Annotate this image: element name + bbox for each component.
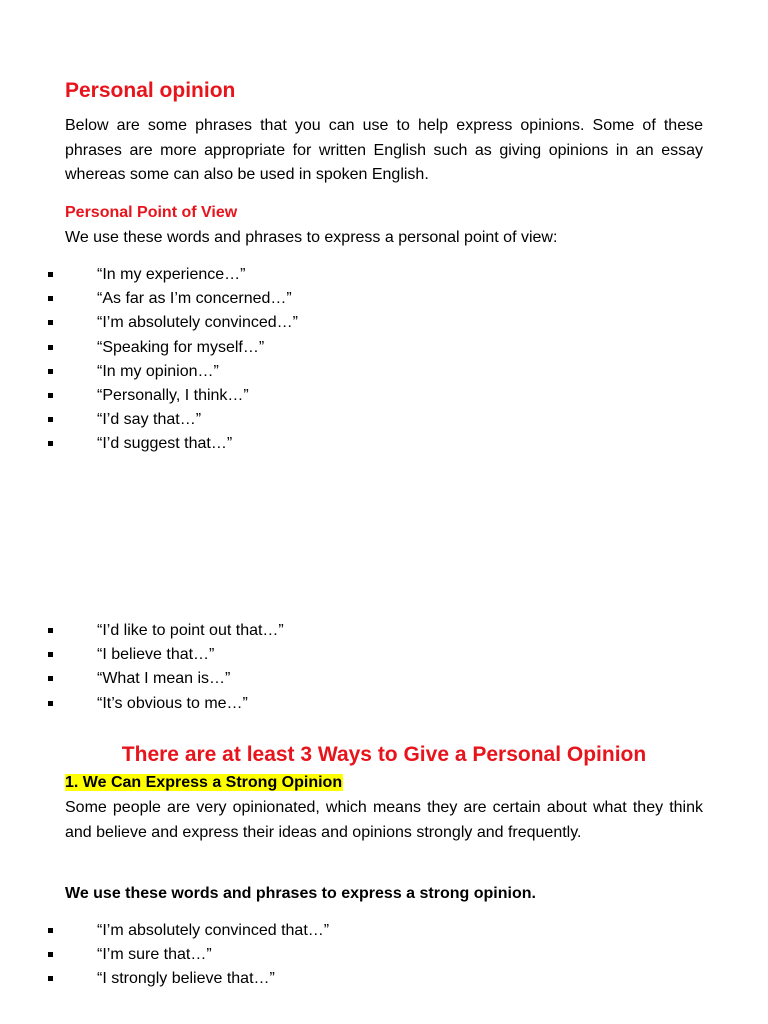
list-item: “I believe that…” bbox=[0, 643, 768, 667]
intro-paragraph: Below are some phrases that you can use to help express opinions. Some of these phrases are more appropriate for written English such as giving opinions in an essay whereas some can also be used in spoken English. bbox=[65, 117, 703, 183]
highlighted-subheading: 1. We Can Express a Strong Opinion bbox=[65, 774, 343, 791]
square-bullet-icon bbox=[48, 441, 53, 446]
list-item: “I strongly believe that…” bbox=[0, 967, 768, 991]
list-item: “It’s obvious to me…” bbox=[0, 692, 768, 716]
list-item: “I’d like to point out that…” bbox=[0, 619, 768, 643]
square-bullet-icon bbox=[48, 676, 53, 681]
section-lead-text: We use these words and phrases to express a personal point of view: bbox=[65, 229, 558, 246]
square-bullet-icon bbox=[48, 296, 53, 301]
phrase-list-personal bbox=[0, 263, 768, 457]
list-item: “I’m absolutely convinced…” bbox=[0, 311, 768, 335]
section-heading-personal-point-of-view: Personal Point of View bbox=[65, 204, 238, 221]
list-item: “I’d say that…” bbox=[0, 408, 768, 432]
list-item: “I’m sure that…” bbox=[0, 943, 768, 967]
list-item: “What I mean is…” bbox=[0, 667, 768, 691]
square-bullet-icon bbox=[48, 320, 53, 325]
square-bullet-icon bbox=[48, 369, 53, 374]
list-item: “In my experience…” bbox=[0, 263, 768, 287]
square-bullet-icon bbox=[48, 701, 53, 706]
square-bullet-icon bbox=[48, 345, 53, 350]
strong-opinion-lead: We use these words and phrases to express a strong opinion. bbox=[65, 885, 536, 902]
square-bullet-icon bbox=[48, 952, 53, 957]
page-heading: Personal opinion bbox=[65, 79, 236, 102]
square-bullet-icon bbox=[48, 628, 53, 633]
phrase-list-personal-continued bbox=[0, 619, 768, 716]
square-bullet-icon bbox=[48, 976, 53, 981]
subsection-heading-strong-opinion bbox=[65, 772, 343, 793]
list-item: “Personally, I think…” bbox=[0, 384, 768, 408]
square-bullet-icon bbox=[48, 652, 53, 657]
list-item: “Speaking for myself…” bbox=[0, 336, 768, 360]
list-item: “I’d suggest that…” bbox=[0, 432, 768, 456]
square-bullet-icon bbox=[48, 272, 53, 277]
phrase-list-strong bbox=[0, 919, 768, 992]
list-item: “As far as I’m concerned…” bbox=[0, 287, 768, 311]
square-bullet-icon bbox=[48, 393, 53, 398]
strong-opinion-paragraph: Some people are very opinionated, which means they are certain about what they think and believe and express their ideas and opinions strongly and frequently. bbox=[65, 799, 703, 841]
square-bullet-icon bbox=[48, 417, 53, 422]
square-bullet-icon bbox=[48, 928, 53, 933]
section-heading-ways: There are at least 3 Ways to Give a Personal Opinion bbox=[121, 743, 647, 766]
list-item: “I’m absolutely convinced that…” bbox=[0, 919, 768, 943]
list-item: “In my opinion…” bbox=[0, 360, 768, 384]
